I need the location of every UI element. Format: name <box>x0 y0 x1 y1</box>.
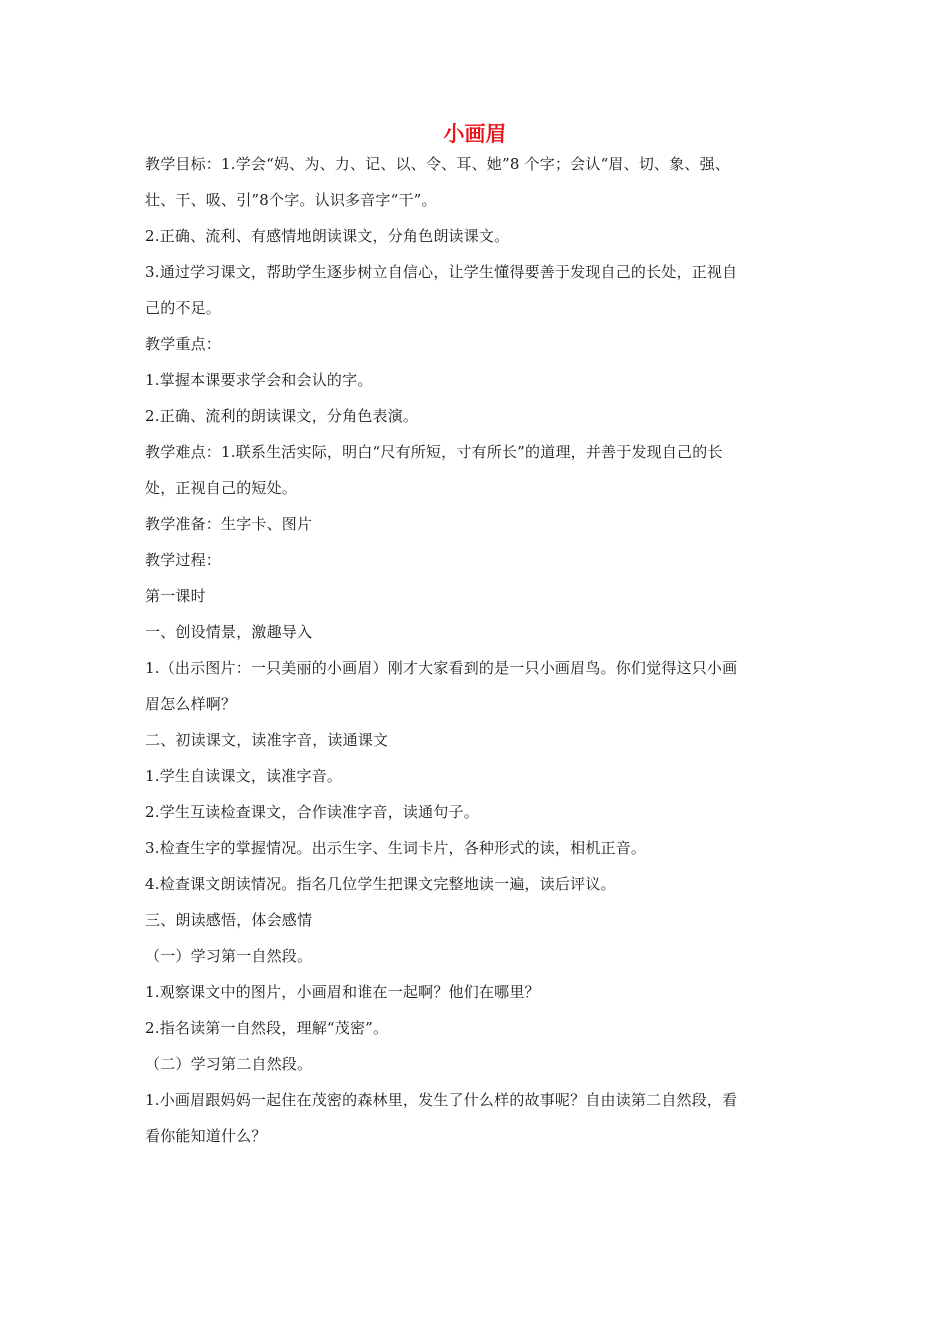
subsection-2-heading: （二）学习第二自然段。 <box>145 1055 313 1073</box>
objectives-line-2: 壮、干、吸、引”8个字。认识多音字“干”。 <box>145 191 437 209</box>
objectives-line-1: 教学目标：1.学会“妈、为、力、记、以、令、耳、她”8 个字；会认“眉、切、象、强、 <box>145 155 731 173</box>
section-2-heading: 二、初读课文，读准字音，读通课文 <box>145 731 389 749</box>
section-2-item-4: 4.检查课文朗读情况。指名几位学生把课文完整地读一遍，读后评议。 <box>145 875 616 893</box>
section-2-item-3: 3.检查生字的掌握情况。出示生字、生词卡片，各种形式的读，相机正音。 <box>145 839 647 857</box>
objectives-item-3: 3.通过学习课文，帮助学生逐步树立自信心，让学生懂得要善于发现自己的长处，正视自 <box>145 263 738 281</box>
difficulties-line-1: 教学难点：1.联系生活实际，明白“尺有所短，寸有所长”的道理，并善于发现自己的长 <box>145 443 723 461</box>
objectives-item-3-cont: 己的不足。 <box>145 299 222 317</box>
section-1-heading: 一、创设情景，激趣导入 <box>145 623 313 641</box>
subsection-1-heading: （一）学习第一自然段。 <box>145 947 313 965</box>
subsection-2-item-1: 1.小画眉跟妈妈一起住在茂密的森林里，发生了什么样的故事呢？自由读第二自然段，看 <box>145 1091 738 1109</box>
section-2-item-2: 2.学生互读检查课文，合作读准字音，读通句子。 <box>145 803 479 821</box>
document-body <box>145 146 815 1154</box>
document-title: 小画眉 <box>443 122 507 146</box>
objectives-item-2: 2.正确、流利、有感情地朗读课文，分角色朗读课文。 <box>145 227 510 245</box>
process-heading: 教学过程： <box>145 551 222 569</box>
key-points-item-1: 1.掌握本课要求学会和会认的字。 <box>145 371 373 389</box>
subsection-2-item-1-cont: 看你能知道什么？ <box>145 1127 267 1145</box>
subsection-1-item-1: 1.观察课文中的图片，小画眉和谁在一起啊？他们在哪里？ <box>145 983 540 1001</box>
difficulties-line-2: 处，正视自己的短处。 <box>145 479 298 497</box>
section-1-item-1: 1.（出示图片：一只美丽的小画眉）刚才大家看到的是一只小画眉鸟。你们觉得这只小画 <box>145 659 738 677</box>
key-points-heading: 教学重点： <box>145 335 222 353</box>
preparation-line: 教学准备：生字卡、图片 <box>145 515 313 533</box>
subsection-1-item-2: 2.指名读第一自然段，理解“茂密”。 <box>145 1019 389 1037</box>
lesson-one-heading: 第一课时 <box>145 587 206 605</box>
section-2-item-1: 1.学生自读课文，读准字音。 <box>145 767 343 785</box>
key-points-item-2: 2.正确、流利的朗读课文，分角色表演。 <box>145 407 419 425</box>
section-1-item-1-cont: 眉怎么样啊？ <box>145 695 237 713</box>
section-3-heading: 三、朗读感悟，体会感情 <box>145 911 313 929</box>
